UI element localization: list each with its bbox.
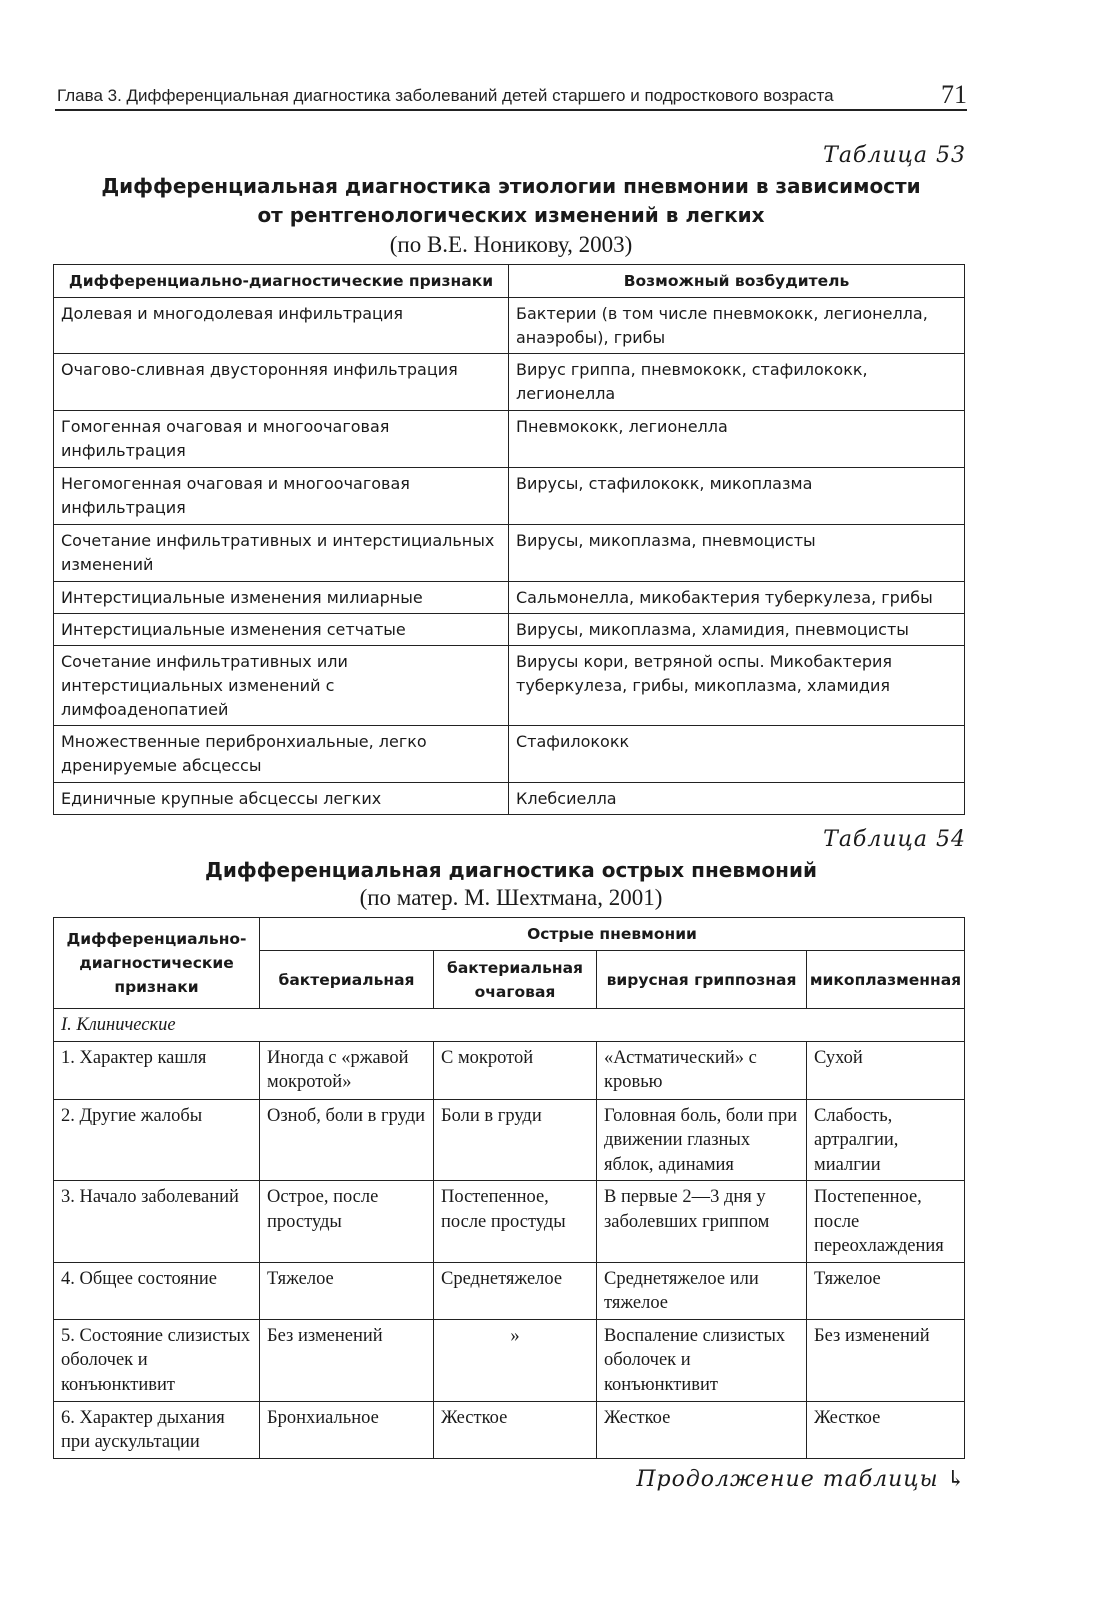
- table53-label: Таблица 53: [823, 143, 966, 168]
- table54-col-bacterial: бактериальная: [260, 951, 434, 1009]
- table53-feature-cell: Очагово-сливная двусторонняя инфильтрация: [54, 354, 509, 411]
- table54-cell: Среднетяжелое: [434, 1262, 597, 1319]
- header-rule: [55, 109, 967, 111]
- table54-cell: Сухой: [807, 1041, 965, 1099]
- table-row: [54, 646, 965, 726]
- table54-section-row: [54, 1009, 965, 1042]
- table53-feature-cell: Сочетание инфильтративных или интерстициальных изменений с лимфоаденопатией: [54, 646, 509, 726]
- table54-cell: Тяжелое: [260, 1262, 434, 1319]
- table54-feature-cell: 4. Общее состояние: [54, 1262, 260, 1319]
- table53-title-line1: Дифференциальная диагностика этиологии пневмонии в зависимости: [101, 174, 921, 198]
- table54-cell: Боли в груди: [434, 1099, 597, 1181]
- table53-pathogen-cell: Вирусы кори, ветряной оспы. Микобактерия туберкулеза, грибы, микоплазма, хламидия: [509, 646, 965, 726]
- table54-col-mycoplasma: микоплазменная: [807, 951, 965, 1009]
- table54-cell: «Астматический» с кровью: [597, 1041, 807, 1099]
- table54-feature-cell: 1. Характер кашля: [54, 1041, 260, 1099]
- chapter-title: Глава 3. Дифференциальная диагностика заболеваний детей старшего и подросткового возраста: [57, 86, 834, 105]
- table-row: [54, 582, 965, 614]
- table54-cell: Воспаление слизистых оболочек и конъюнктивит: [597, 1319, 807, 1401]
- table54-header-row: [54, 918, 965, 951]
- table54-cell: Без изменений: [807, 1319, 965, 1401]
- table54-cell: Среднетяжелое или тяжелое: [597, 1262, 807, 1319]
- table53-pathogen-cell: Вирусы, микоплазма, пневмоцисты: [509, 525, 965, 582]
- table-row: [54, 1041, 965, 1099]
- table54-cell: С мокротой: [434, 1041, 597, 1099]
- table54-col-bacterial-focal: бактериальная очаговая: [434, 951, 597, 1009]
- table-row: [54, 298, 965, 354]
- table54-feature-cell: 3. Начало заболеваний: [54, 1181, 260, 1263]
- table53-pathogen-cell: Клебсиелла: [509, 783, 965, 815]
- table53-feature-cell: Долевая и многодолевая инфильтрация: [54, 298, 509, 354]
- table-row: [54, 783, 965, 815]
- table-row: [54, 726, 965, 783]
- table54-title: Дифференциальная диагностика острых пневмоний: [205, 858, 817, 882]
- table54-source: (по матер. М. Шехтмана, 2001): [359, 885, 663, 910]
- table54-cell: В первые 2—3 дня у заболевших гриппом: [597, 1181, 807, 1263]
- table54-cell: Жесткое: [807, 1401, 965, 1458]
- table-row: [54, 354, 965, 411]
- table53-pathogen-cell: Вирус гриппа, пневмококк, стафилококк, легионелла: [509, 354, 965, 411]
- table53-pathogen-cell: Бактерии (в том числе пневмококк, легионелла, анаэробы), грибы: [509, 298, 965, 354]
- table54-cell: Бронхиальное: [260, 1401, 434, 1458]
- table54-col-group: Острые пневмонии: [260, 918, 965, 951]
- table53-source: (по В.Е. Ноникову, 2003): [389, 232, 633, 257]
- table54-cell: »: [434, 1319, 597, 1401]
- table54-feature-cell: 5. Состояние слизистых оболочек и конъюнктивит: [54, 1319, 260, 1401]
- table53: [53, 264, 965, 815]
- table53-feature-cell: Негомогенная очаговая и многоочаговая инфильтрация: [54, 468, 509, 525]
- table54: [53, 917, 965, 1459]
- table-row: [54, 525, 965, 582]
- table-row: [54, 1319, 965, 1401]
- table54-col-features: Дифференциально-диагностические признаки: [54, 918, 260, 1009]
- table53-feature-cell: Сочетание инфильтративных и интерстициальных изменений: [54, 525, 509, 582]
- table54-cell: Без изменений: [260, 1319, 434, 1401]
- table53-col-features: Дифференциально-диагностические признаки: [54, 265, 509, 298]
- table54-cell: Жесткое: [597, 1401, 807, 1458]
- table54-col-viral-influenza: вирусная гриппозная: [597, 951, 807, 1009]
- table53-pathogen-cell: Сальмонелла, микобактерия туберкулеза, грибы: [509, 582, 965, 614]
- table53-pathogen-cell: Вирусы, стафилококк, микоплазма: [509, 468, 965, 525]
- table53-pathogen-cell: Вирусы, микоплазма, хламидия, пневмоцисты: [509, 614, 965, 646]
- table-row: [54, 1181, 965, 1263]
- table53-feature-cell: Гомогенная очаговая и многоочаговая инфильтрация: [54, 411, 509, 468]
- table-row: [54, 614, 965, 646]
- table53-feature-cell: Интерстициальные изменения сетчатые: [54, 614, 509, 646]
- table-row: [54, 411, 965, 468]
- table53-pathogen-cell: Пневмококк, легионелла: [509, 411, 965, 468]
- table-row: [54, 468, 965, 525]
- table53-feature-cell: Единичные крупные абсцессы легких: [54, 783, 509, 815]
- table54-cell: Острое, после простуды: [260, 1181, 434, 1263]
- table54-cell: Постепенное, после простуды: [434, 1181, 597, 1263]
- page-number: 71: [941, 80, 967, 109]
- table-row: [54, 1262, 965, 1319]
- table53-title-line2: от рентгенологических изменений в легких: [257, 203, 765, 227]
- table54-cell: Жесткое: [434, 1401, 597, 1458]
- table54-cell: Слабость, артралгии, миалгии: [807, 1099, 965, 1181]
- table54-feature-cell: 6. Характер дыхания при аускультации: [54, 1401, 260, 1458]
- table54-cell: Озноб, боли в груди: [260, 1099, 434, 1181]
- table54-cell: Тяжелое: [807, 1262, 965, 1319]
- table-row: [54, 1099, 965, 1181]
- table-continuation-note: Продолжение таблицы ↳: [636, 1467, 966, 1492]
- table53-pathogen-cell: Стафилококк: [509, 726, 965, 783]
- table54-feature-cell: 2. Другие жалобы: [54, 1099, 260, 1181]
- table54-cell: Постепенное, после переохлаждения: [807, 1181, 965, 1263]
- table53-feature-cell: Интерстициальные изменения милиарные: [54, 582, 509, 614]
- table54-cell: Иногда с «ржавой мокротой»: [260, 1041, 434, 1099]
- table-row: [54, 1401, 965, 1458]
- table53-col-pathogen: Возможный возбудитель: [509, 265, 965, 298]
- table53-header-row: [54, 265, 965, 298]
- table53-feature-cell: Множественные перибронхиальные, легко дренируемые абсцессы: [54, 726, 509, 783]
- table54-cell: Головная боль, боли при движении глазных яблок, адинамия: [597, 1099, 807, 1181]
- table54-label: Таблица 54: [823, 827, 966, 852]
- section-label: I. Клинические: [54, 1009, 965, 1042]
